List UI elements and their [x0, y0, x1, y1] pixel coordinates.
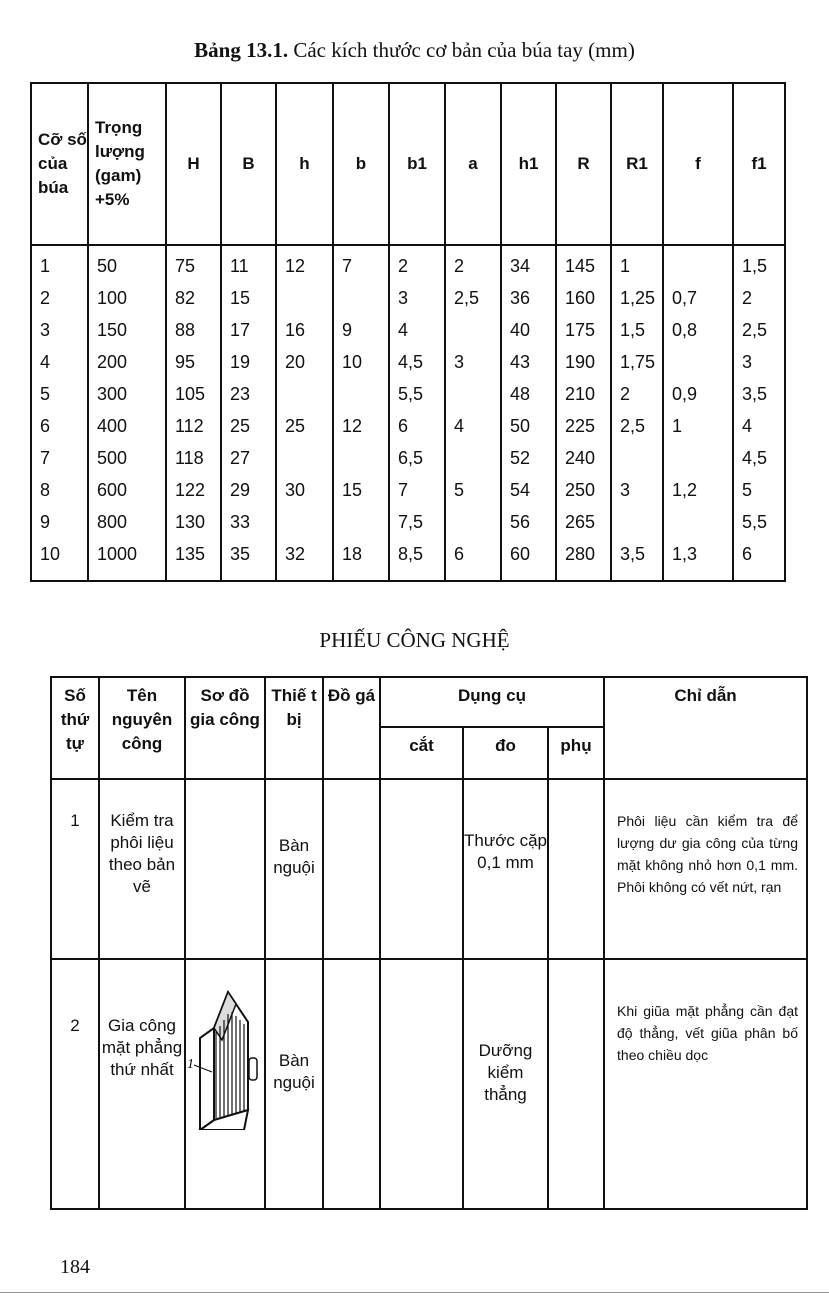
- header-cell: f1: [733, 83, 785, 245]
- table-cell: 34: [510, 256, 531, 276]
- table-data-row: [31, 245, 785, 581]
- table-cell: 6: [454, 544, 465, 564]
- table-cell: [334, 442, 388, 474]
- table-column-cell: [276, 245, 333, 581]
- row2-phu: [548, 959, 604, 1209]
- table-cell: [277, 506, 332, 538]
- table-cell: 400: [97, 416, 128, 436]
- row2-cat: [380, 959, 463, 1209]
- row1-sodo: [185, 779, 265, 959]
- table-cell: 4: [454, 416, 465, 436]
- table-cell: 6: [398, 416, 409, 436]
- table-cell: 1,25: [620, 288, 656, 308]
- header-row-1: [51, 677, 807, 727]
- table-cell: 500: [97, 448, 128, 468]
- page-number: 184: [60, 1256, 90, 1278]
- table-cell: 5: [454, 480, 465, 500]
- table-cell: 265: [565, 512, 596, 532]
- table-cell: 0,8: [672, 320, 698, 340]
- table-cell: 5: [742, 480, 753, 500]
- header-stt: Số thứ tự: [51, 677, 99, 779]
- table-column-cell: [389, 245, 445, 581]
- header-ten: Tên nguyên công: [99, 677, 185, 779]
- header-cell: h1: [501, 83, 556, 245]
- table-cell: 15: [230, 288, 251, 308]
- table-cell: 1,5: [742, 256, 768, 276]
- table-cell: 150: [97, 320, 128, 340]
- table-cell: 40: [510, 320, 531, 340]
- diagram-label: 1: [187, 1057, 194, 1072]
- table-cell: 2: [40, 288, 51, 308]
- table-cell: 12: [285, 256, 306, 276]
- table-column-cell: [611, 245, 663, 581]
- header-dungcu: Dụng cụ: [380, 677, 604, 727]
- table-cell: 300: [97, 384, 128, 404]
- table-column-cell: [221, 245, 276, 581]
- table-cell: 3: [454, 352, 465, 372]
- table-column-cell: [663, 245, 733, 581]
- table-cell: 0,9: [672, 384, 698, 404]
- table-cell: 27: [230, 448, 251, 468]
- header-doga: Đồ gá: [323, 677, 380, 779]
- table-cell: 5,5: [742, 512, 768, 532]
- table-cell: 10: [342, 352, 363, 372]
- table-cell: 1: [620, 256, 631, 276]
- table-cell: 4: [742, 416, 753, 436]
- table-cell: 145: [565, 256, 596, 276]
- table-cell: 6,5: [398, 448, 424, 468]
- table-cell: 52: [510, 448, 531, 468]
- table-cell: 100: [97, 288, 128, 308]
- table-cell: 35: [230, 544, 251, 564]
- table-cell: 2: [398, 256, 409, 276]
- header-cell: H: [166, 83, 221, 245]
- table-cell: 5,5: [398, 384, 424, 404]
- row2-doga: [323, 959, 380, 1209]
- table-cell: [334, 506, 388, 538]
- table-cell: 48: [510, 384, 531, 404]
- table-cell: 1,5: [620, 320, 646, 340]
- table-row: [51, 779, 807, 959]
- table-cell: 112: [175, 416, 204, 436]
- table-cell: 3,5: [620, 544, 646, 564]
- table-cell: 118: [175, 448, 204, 468]
- hammer-workpiece-diagram: [186, 980, 266, 1130]
- table-cell: 2: [620, 384, 631, 404]
- header-cat: cắt: [380, 727, 463, 779]
- hammer-dimensions-table: [30, 82, 786, 582]
- table-cell: 200: [97, 352, 128, 372]
- header-sodo: Sơ đồ gia công: [185, 677, 265, 779]
- table-column-cell: [556, 245, 611, 581]
- table-cell: 1000: [97, 544, 138, 564]
- table-cell: 225: [565, 416, 596, 436]
- table-cell: 1,75: [620, 352, 656, 372]
- table-cell: 29: [230, 480, 251, 500]
- header-cell: f: [663, 83, 733, 245]
- table-column-cell: [501, 245, 556, 581]
- tech-sheet-table: [50, 676, 808, 1210]
- table-cell: 30: [285, 480, 306, 500]
- table-cell: 19: [230, 352, 251, 372]
- table-cell: 60: [510, 544, 531, 564]
- table-cell: 122: [175, 480, 206, 500]
- table-cell: 43: [510, 352, 531, 372]
- table1-caption: [0, 38, 829, 63]
- table-cell: [277, 378, 332, 410]
- table-cell: 600: [97, 480, 128, 500]
- table-cell: 32: [285, 544, 306, 564]
- row2-do: Dưỡng kiểm thẳng: [463, 959, 548, 1209]
- table-cell: 3: [742, 352, 753, 372]
- table-cell: 250: [565, 480, 596, 500]
- header-cell: R: [556, 83, 611, 245]
- table-cell: 3: [40, 320, 51, 340]
- table-cell: 240: [565, 448, 596, 468]
- table-cell: 5: [40, 384, 51, 404]
- table-cell: 15: [342, 480, 363, 500]
- table-cell: [612, 506, 662, 538]
- header-cell: h: [276, 83, 333, 245]
- table-cell: [446, 506, 500, 538]
- table-cell: 2,5: [620, 416, 646, 436]
- table-cell: 135: [175, 544, 206, 564]
- row2-stt: 2: [51, 959, 99, 1209]
- table-cell: 88: [175, 320, 196, 340]
- table-cell: 2,5: [454, 288, 480, 308]
- table-column-cell: [88, 245, 166, 581]
- table-cell: 6: [40, 416, 51, 436]
- bottom-divider: [0, 1292, 829, 1293]
- table-row: [51, 959, 807, 1209]
- table-column-cell: [333, 245, 389, 581]
- header-cell: b: [333, 83, 389, 245]
- table-cell: 130: [175, 512, 206, 532]
- table-column-cell: [166, 245, 221, 581]
- table-cell: 160: [565, 288, 596, 308]
- table-cell: 95: [175, 352, 196, 372]
- table-cell: [334, 378, 388, 410]
- table-cell: [664, 346, 732, 378]
- table-cell: 8: [40, 480, 51, 500]
- table-header-row: [31, 83, 785, 245]
- table-cell: 9: [40, 512, 51, 532]
- row2-sodo: [185, 959, 265, 1209]
- table-cell: 3: [620, 480, 631, 500]
- table-cell: [277, 442, 332, 474]
- table-cell: 7: [398, 480, 409, 500]
- table-cell: 3,5: [742, 384, 768, 404]
- table-cell: 190: [565, 352, 596, 372]
- table-cell: 2: [742, 288, 753, 308]
- header-cell: a: [445, 83, 501, 245]
- table-cell: 2: [454, 256, 465, 276]
- header-chidan: Chỉ dẫn: [604, 677, 807, 779]
- table-cell: 56: [510, 512, 531, 532]
- table-cell: 0,7: [672, 288, 698, 308]
- caption-label: Bảng 13.1.: [194, 38, 289, 62]
- table-cell: [446, 442, 500, 474]
- table-cell: 10: [40, 544, 61, 564]
- table-cell: 9: [342, 320, 353, 340]
- table-cell: 1: [40, 256, 51, 276]
- table-cell: 7,5: [398, 512, 424, 532]
- row1-stt: 1: [51, 779, 99, 959]
- table-cell: 16: [285, 320, 306, 340]
- table-column-cell: [31, 245, 88, 581]
- table-cell: [664, 506, 732, 538]
- table-cell: 33: [230, 512, 251, 532]
- table-cell: 8,5: [398, 544, 424, 564]
- row1-do: Thước cặp 0,1 mm: [463, 779, 548, 959]
- table-cell: 20: [285, 352, 306, 372]
- table-cell: [334, 282, 388, 314]
- row1-doga: [323, 779, 380, 959]
- table-cell: [277, 282, 332, 314]
- table-cell: 3: [398, 288, 409, 308]
- header-do: đo: [463, 727, 548, 779]
- table-cell: 2,5: [742, 320, 768, 340]
- row2-thietbi: Bàn nguội: [265, 959, 323, 1209]
- table-cell: 4,5: [742, 448, 768, 468]
- table-cell: 75: [175, 256, 196, 276]
- table-cell: 50: [97, 256, 118, 276]
- table-cell: 11: [230, 256, 249, 276]
- table-cell: 280: [565, 544, 596, 564]
- table-cell: 105: [175, 384, 206, 404]
- table-cell: [446, 314, 500, 346]
- table-cell: 23: [230, 384, 251, 404]
- table-cell: 82: [175, 288, 196, 308]
- table-cell: 1: [672, 416, 683, 436]
- table-cell: 1,2: [672, 480, 698, 500]
- table-cell: 25: [285, 416, 306, 436]
- table-cell: 4: [398, 320, 409, 340]
- tech-sheet-title: PHIẾU CÔNG NGHỆ: [319, 628, 510, 652]
- row1-thietbi: Bàn nguội: [265, 779, 323, 959]
- table-cell: 800: [97, 512, 128, 532]
- header-phu: phụ: [548, 727, 604, 779]
- header-cell: R1: [611, 83, 663, 245]
- table-cell: [612, 442, 662, 474]
- header-thietbi: Thiế t bị: [265, 677, 323, 779]
- row2-chidan: Khi giũa mặt phẳng cần đạt độ thẳng, vết giũa phân bố theo chiều dọc: [604, 959, 807, 1209]
- table-cell: 6: [742, 544, 753, 564]
- table-cell: 7: [40, 448, 51, 468]
- table-cell: [664, 442, 732, 474]
- row1-phu: [548, 779, 604, 959]
- table-cell: [664, 250, 732, 282]
- header-cell: b1: [389, 83, 445, 245]
- header-cell: Cỡ số của búa: [31, 83, 88, 245]
- row1-ten: Kiểm tra phôi liệu theo bản vẽ: [99, 779, 185, 959]
- table-cell: 175: [565, 320, 596, 340]
- row1-chidan: Phôi liệu cần kiểm tra để lượng dư gia công của từng mặt không nhỏ hơn 0,1 mm. Phôi không có vết nứt, rạn: [604, 779, 807, 959]
- table-cell: 210: [565, 384, 596, 404]
- table-column-cell: [733, 245, 785, 581]
- table-cell: 18: [342, 544, 363, 564]
- row1-cat: [380, 779, 463, 959]
- table-cell: 36: [510, 288, 531, 308]
- table-cell: [446, 378, 500, 410]
- header-cell: B: [221, 83, 276, 245]
- table-column-cell: [445, 245, 501, 581]
- table-cell: 4: [40, 352, 51, 372]
- table-cell: 17: [230, 320, 251, 340]
- table-cell: 12: [342, 416, 363, 436]
- header-cell: Trọng lượng (gam) +5%: [88, 83, 166, 245]
- row2-ten: Gia công mặt phẳng thứ nhất: [99, 959, 185, 1209]
- table-cell: 7: [342, 256, 353, 276]
- table-cell: 4,5: [398, 352, 424, 372]
- table-cell: 1,3: [672, 544, 698, 564]
- table-cell: 50: [510, 416, 531, 436]
- table-cell: 25: [230, 416, 251, 436]
- caption-text: Các kích thước cơ bản của búa tay (mm): [293, 38, 635, 62]
- table-cell: 54: [510, 480, 531, 500]
